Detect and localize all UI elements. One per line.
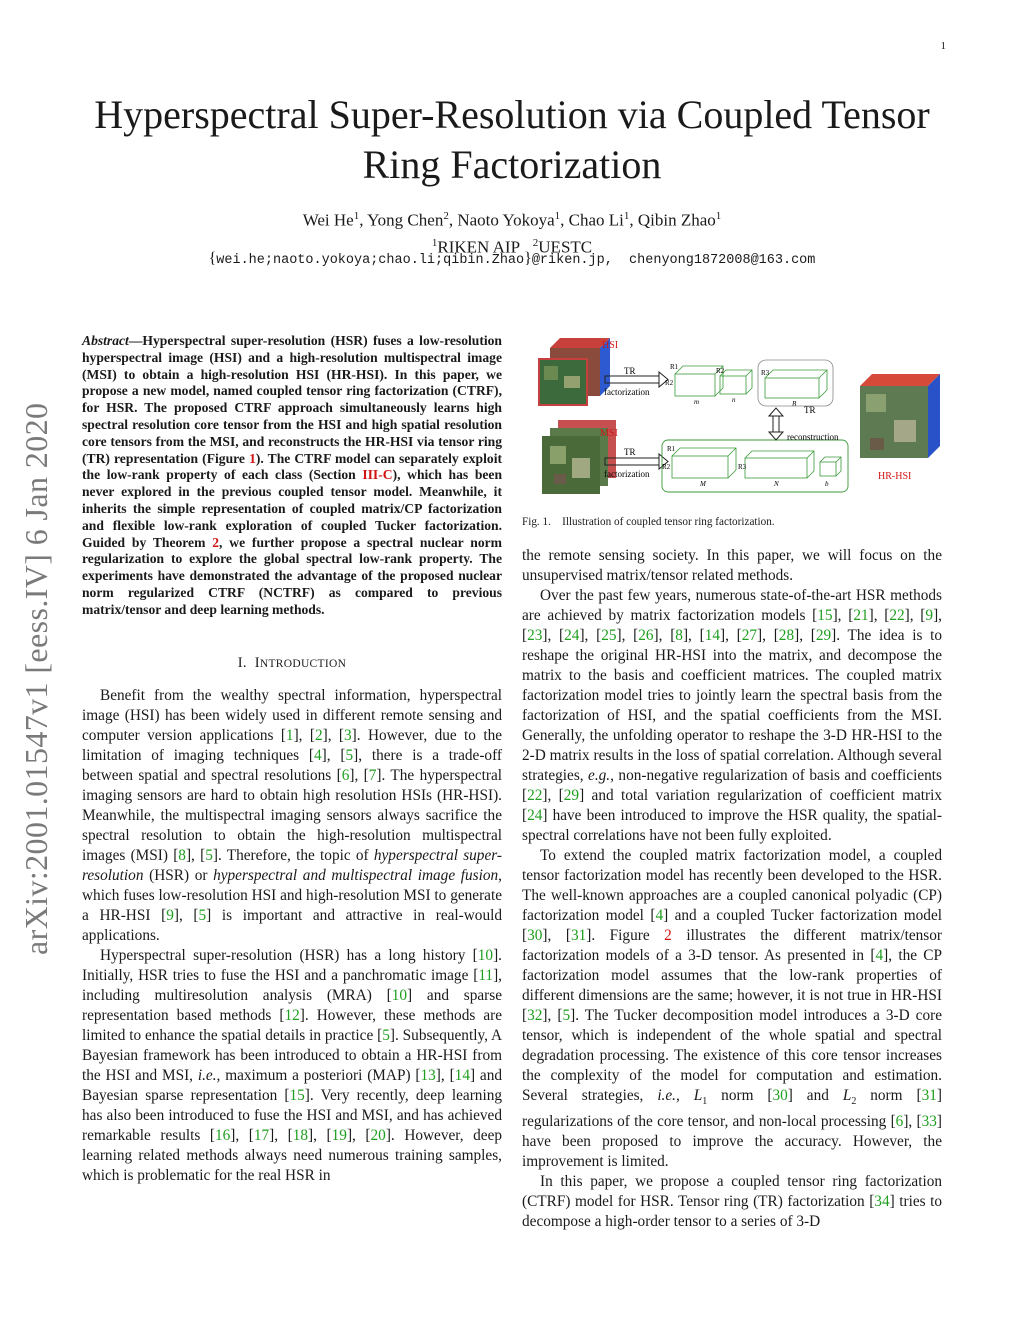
left-paragraph: Benefit from the wealthy spectral information, hyperspectral image (HSI) has been widely used in different remote sensing and computer version applications [1], [2], [3]. However, due to the limitation of imaging techniques [4], [5], there is a trade-off between spatial and spectral resolutions [6], [7]. The hyperspectral imaging sensors are hard to obtain high resolution HSIs (HR-HSI). Meanwhile, the multispectral imaging sensors always sacrifice the spectral resolution to obtain the high-resolution multispectral images (MSI) [8], [5]. Therefore, the topic of hyperspectral super-resolution (HSR) or hyperspectral and multispectral image fusion, which fuses low-resolution HSI and high-resolution MSI to generate a HR-HSI [9], [5] is important and attractive in real-would applications. — [82, 686, 503, 944]
rank-r1-bottom: R1 — [667, 445, 676, 453]
rank-r3-bottom: R3 — [738, 463, 747, 471]
tr-label-bottom: TR — [624, 447, 636, 457]
abstract-text: , we further propose a spectral nuclear norm regularization to explore the global spectral low-rank property. The experiments have demonstrated the advantage of the proposed nuclear norm regularized CTRF (NCTRF) as compared to previous matrix/tensor and deep learning methods. — [82, 534, 502, 617]
affiliation-name: UESTC — [538, 237, 593, 257]
citation-link[interactable]: 18 — [292, 1126, 309, 1144]
citation-link[interactable]: 5 — [198, 906, 207, 924]
hr-hsi-label: HR-HSI — [878, 471, 912, 482]
author-name: Qibin Zhao — [637, 210, 716, 230]
dim-N: N — [774, 480, 779, 488]
right-paragraph: To extend the coupled matrix factorization model, a coupled tensor factorization model has recently been developed to the HSR. The well-known approaches are a coupled canonical polyadic (CP) factorization model [4] and a coupled Tucker factorization model [30], [31]. Figure 2 illustrates the different matrix/tensor factorization models of a 3-D tensor. As presented in [4], the CP factorization model assumes that the low-rank properties of different dimensions are the same; however, it is not true in HR-HSI [32], [5]. The Tucker decomposition model introduces a 3-D core tensor, which is independent of the whole spatial and spectral degradation processing. The existence of this core tensor increases the complexity of the model for computation and estimation. Several strategies, i.e., $L_1$ norm [30] and $L_2$ norm [31] regularizations of the core tensor, and non-local processing [6], [33] have been proposed to improve the accuracy. However, the improvement is limited. — [522, 847, 943, 1171]
citation-link[interactable]: 12 — [284, 1006, 300, 1024]
citation-link[interactable]: 13 — [420, 1066, 436, 1084]
citation-link[interactable]: 15 — [817, 607, 833, 624]
citation-link[interactable]: 27 — [741, 627, 758, 644]
citation-link[interactable]: 8 — [675, 627, 683, 644]
citation-link[interactable]: 16 — [214, 1126, 231, 1144]
figure-ref-link[interactable]: 2 — [664, 927, 672, 944]
left-paragraph: Hyperspectral super-resolution (HSR) has a long history [10]. Initially, HSR tries to fuse the HSI and a panchromatic image [11], including multiresolution analysis (MRA) [10] and sparse representation based methods [12]. However, these methods are limited to enhance the spatial details in practice [5]. Subsequently, A Bayesian framework has been introduced to obtain a HR-HSI from the HSI and MSI, i.e., maximum a posteriori (MAP) [13], [14] and Bayesian sparse representation [15]. Very recently, deep learning has also been introduced to fuse the HSI and MSI, and has achieved remarkable results [16], [17], [18], [19], [20]. However, deep learning related methods always need numerous training samples, which is problematic for the real HSR in — [82, 946, 503, 1184]
emphasis-text: L — [693, 1087, 703, 1104]
citation-link[interactable]: 21 — [853, 607, 869, 624]
citation-link[interactable]: 4 — [655, 907, 664, 924]
email-other: chenyong1872008@163.com — [629, 253, 816, 268]
citation-link[interactable]: 17 — [253, 1126, 270, 1144]
citation-link[interactable]: 7 — [368, 766, 377, 784]
citation-link[interactable]: 8 — [178, 846, 186, 864]
figure-ref-link[interactable]: 1 — [249, 450, 256, 466]
section-number: I. — [237, 654, 247, 671]
emphasis-text: e.g., — [588, 767, 614, 784]
left-body-text — [82, 686, 502, 1186]
citation-link[interactable]: 10 — [391, 986, 408, 1004]
hsi-label: HSI — [602, 340, 619, 351]
citation-link[interactable]: 30 — [772, 1087, 788, 1104]
citation-link[interactable]: 4 — [314, 746, 322, 764]
section-title-rest: NTRODUCTION — [259, 657, 347, 670]
author-name: Chao Li — [568, 210, 624, 230]
arxiv-identifier[interactable]: arXiv:2001.01547v1 [eess.IV] 6 Jan 2020 — [18, 402, 54, 955]
hsi-image-stack — [538, 338, 610, 406]
citation-link[interactable]: 29 — [815, 627, 832, 644]
hsi-core-tensors — [675, 366, 827, 398]
citation-link[interactable]: 14 — [454, 1066, 470, 1084]
factorization-label-bottom: factorization — [604, 469, 650, 479]
citation-link[interactable]: 9 — [166, 906, 174, 924]
email-group: wei.he;naoto.yokoya;chao.li;qibin.Zhao — [216, 253, 525, 268]
reconstruction-arrow — [769, 405, 839, 442]
citation-link[interactable]: 9 — [925, 607, 934, 624]
email-domain: @riken.jp, — [531, 253, 613, 268]
citation-link[interactable]: 28 — [778, 627, 795, 644]
left-column — [82, 333, 502, 1186]
figure-1-diagram — [520, 328, 944, 506]
dim-B: B — [792, 400, 797, 408]
abstract-text: ). The CTRF model can separately exploit the low-rank property of each class (Section — [82, 450, 502, 483]
citation-link[interactable]: 11 — [478, 966, 494, 984]
brace-close: } — [524, 250, 532, 267]
citation-link[interactable]: 6 — [341, 766, 350, 784]
dim-b: b — [825, 480, 829, 488]
citation-link[interactable]: 31 — [921, 1087, 937, 1104]
reconstruction-label: reconstruction — [787, 432, 839, 442]
section-ref-link[interactable]: III-C — [362, 467, 393, 483]
dim-M: M — [700, 480, 706, 488]
citation-link[interactable]: 30 — [527, 927, 543, 944]
tr-factorization-arrow-top — [604, 366, 668, 397]
emphasis-text: hyperspectral super-resolution — [82, 846, 502, 884]
citation-link[interactable]: 19 — [331, 1126, 347, 1144]
citation-link[interactable]: 5 — [382, 1026, 390, 1044]
citation-link[interactable]: 5 — [345, 746, 354, 764]
citation-link[interactable]: 3 — [344, 726, 352, 744]
abstract-text: —Hyperspectral super-resolution (HSR) fuses a low-resolution hyperspectral image (HSI) and a high-resolution multispectral image (MSI) to obtain a high-resolution HSI (HR-HSI). In this paper, we propose a new model, named coupled tensor ring factorization (CTRF), for HSR. The proposed CTRF approach simultaneously learns high spectral resolution core tensor from the HSI and high spatial resolution core tensors from the MSI, and reconstructs the HR-HSI via tensor ring (TR) representation (Figure — [82, 333, 502, 466]
emphasis-text: i.e., — [657, 1087, 680, 1104]
abstract-label: Abstract — [82, 333, 129, 348]
right-body-text — [522, 546, 942, 1232]
section-heading — [82, 655, 502, 672]
caption-text: Illustration of coupled tensor ring factorization. — [562, 516, 775, 528]
citation-link[interactable]: 5 — [562, 1007, 571, 1024]
author-affiliation-mark: 1 — [715, 210, 722, 222]
emphasis-text: i.e., — [197, 1066, 221, 1084]
author-affiliation-mark: 1 — [623, 210, 630, 222]
page-number: 1 — [940, 40, 946, 52]
citation-link[interactable]: 1 — [285, 726, 294, 744]
abstract — [82, 333, 502, 619]
citation-link[interactable]: 26 — [638, 627, 654, 644]
abstract-text: ), which has been never explored in the previous coupled tensor model. Meanwhile, it inherits the simple representation of coupled matrix/CP factorization and flexible low-rank exploration of coupled Tucker factorization. Guided by Theorem — [82, 467, 503, 550]
theorem-ref-link[interactable]: 2 — [212, 534, 220, 550]
citation-link[interactable]: 2 — [314, 726, 323, 744]
msi-core-tensors — [672, 448, 841, 478]
subscript: 2 — [851, 1096, 857, 1108]
subscript: 1 — [702, 1096, 708, 1108]
emphasis-text: L — [842, 1087, 852, 1104]
citation-link[interactable]: 31 — [570, 927, 587, 944]
author-name: Naoto Yokoya — [457, 210, 555, 230]
citation-link[interactable]: 4 — [875, 947, 884, 964]
tr-label-right: TR — [804, 405, 816, 415]
citation-link[interactable]: 22 — [527, 787, 543, 804]
hr-hsi-cube — [860, 374, 940, 458]
citation-link[interactable]: 34 — [874, 1193, 890, 1211]
citation-link[interactable]: 15 — [289, 1086, 305, 1104]
author-affiliation-mark: 2 — [443, 210, 449, 222]
affiliation-name: RIKEN AIP — [437, 237, 521, 257]
citation-link[interactable]: 29 — [563, 787, 580, 804]
affiliation-mark: 2 — [532, 236, 539, 249]
author-affiliation-mark: 1 — [554, 210, 561, 222]
right-paragraph: the remote sensing society. In this paper, we will focus on the unsupervised matrix/tensor related methods. — [522, 547, 942, 584]
figure-1 — [520, 328, 944, 506]
rank-r2-mid: R2 — [716, 367, 725, 375]
brace-open: { — [208, 250, 217, 267]
citation-link[interactable]: 32 — [527, 1007, 543, 1024]
right-paragraph: Over the past few years, numerous state-of-the-art HSR methods are achieved by matrix factorization models [15], [21], [22], [9], [23], [24], [25], [26], [8], [14], [27], [28], [29]. The idea is to reshape the original HR-HSI into the matrix, and decompose the matrix to the basis and coefficient matrices. The coupled matrix factorization model tries to jointly learn the spectral basis from the factorization of HSI, and the spatial coefficients from the MSI. Generally, the unfolding operator to reshape the 3-D HR-HSI to the 2-D matrix results in the loss of spatial correlation. Although several strategies, e.g., non-negative regularization of basis and coefficients [22], [29] and total variation regularization of coefficient matrix [24] have been introduced to improve the HSR quality, the spatial-spectral correlations have not been fully exploited. — [522, 587, 943, 844]
emphasis-text: hyperspectral and multispectral image fusion — [213, 866, 499, 884]
affiliation-mark: 1 — [431, 236, 438, 249]
paper-title: Hyperspectral Super-Resolution via Coupled Tensor Ring Factorization — [94, 92, 930, 187]
figure-1-caption — [522, 515, 942, 529]
msi-label: MSI — [600, 428, 618, 439]
author-affiliation-mark: 1 — [353, 210, 360, 222]
author-name: Wei He — [302, 210, 354, 230]
email-line — [0, 250, 1024, 268]
author-name: Yong Chen — [367, 210, 444, 230]
citation-link[interactable]: 5 — [205, 846, 213, 864]
rank-r2-top: R2 — [665, 379, 674, 387]
dim-n: n — [732, 396, 736, 404]
caption-label: Fig. 1. — [522, 516, 551, 528]
rank-r3-top: R3 — [761, 369, 770, 377]
citation-link[interactable]: 33 — [921, 1113, 937, 1131]
citation-link[interactable]: 24 — [527, 807, 543, 824]
citation-link[interactable]: 23 — [527, 627, 543, 644]
author-list: Wei He$^1$, Yong Chen$^2$, Naoto Yokoya$^1$, Chao Li$^1$, Qibin Zhao$^1$ — [302, 210, 722, 230]
citation-link[interactable]: 20 — [370, 1126, 386, 1144]
citation-link[interactable]: 25 — [601, 627, 617, 644]
citation-link[interactable]: 10 — [477, 946, 494, 964]
right-paragraph: In this paper, we propose a coupled tensor ring factorization (CTRF) model for HSR. Tensor ring (TR) factorization [34] tries to decompose a high-order tensor to a series of 3-D — [522, 1173, 942, 1231]
citation-link[interactable]: 14 — [704, 627, 720, 644]
rank-r2-bottom: R2 — [662, 463, 671, 471]
tr-label-top: TR — [624, 366, 636, 376]
citation-link[interactable]: 6 — [895, 1113, 904, 1131]
section-title-initial: I — [254, 654, 260, 671]
citation-link[interactable]: 22 — [889, 607, 905, 624]
citation-link[interactable]: 24 — [564, 627, 580, 644]
rank-r1-top: R1 — [670, 363, 679, 371]
dim-m: m — [694, 398, 700, 406]
factorization-label-top: factorization — [604, 387, 650, 397]
